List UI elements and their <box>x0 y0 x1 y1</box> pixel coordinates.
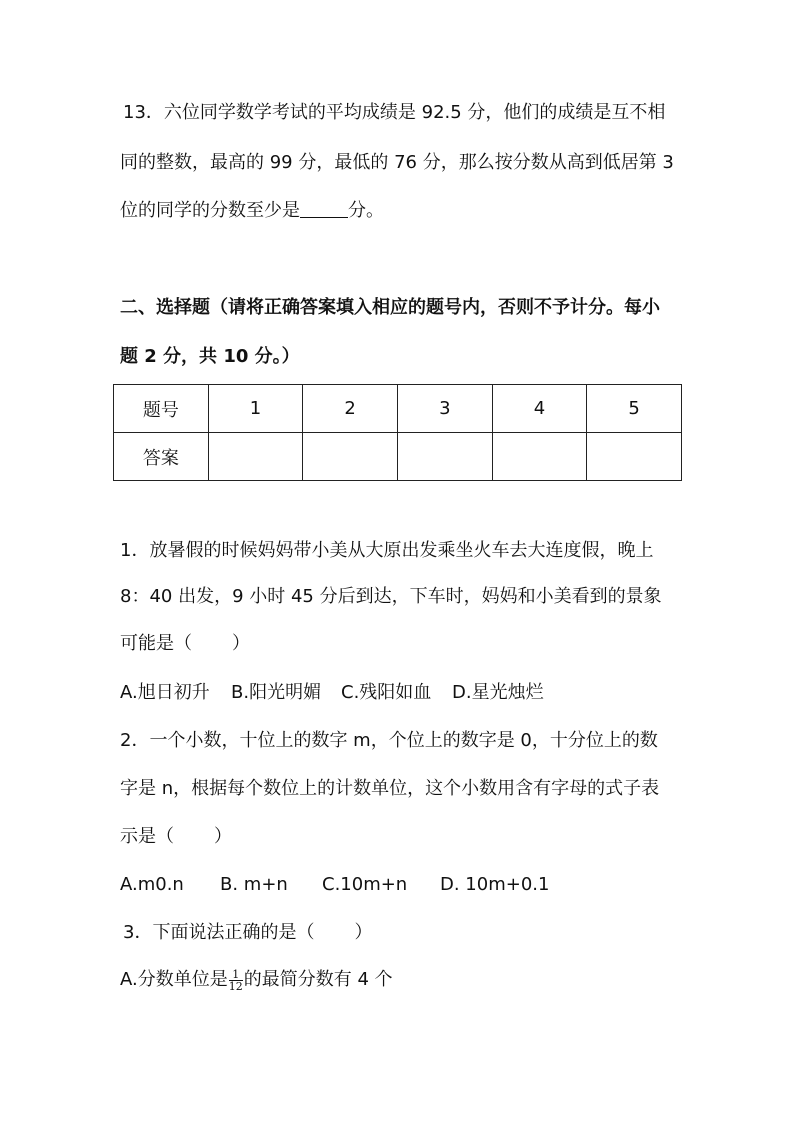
answer-blank <box>300 199 348 218</box>
q2-option-b[interactable]: B. m+n <box>220 874 288 895</box>
q2-option-a[interactable]: A.m0.n <box>120 874 184 895</box>
answer-table <box>113 384 682 481</box>
q3-option-a-text-end: 的最简分数有 4 个 <box>243 969 393 990</box>
q2-line-1: 2．一个小数，十位上的数字 m，个位上的数字是 0，十分位上的数 <box>120 730 658 751</box>
q13-line-3-text: 位的同学的分数至少是 <box>120 200 300 221</box>
q3-prompt: 3．下面说法正确的是（ <box>123 922 315 943</box>
q2-options <box>120 873 549 897</box>
question-number-cell: 1 <box>208 385 303 433</box>
question-number-cell: 2 <box>303 385 398 433</box>
question-number-cell: 5 <box>587 385 682 433</box>
q13-line-1: 13．六位同学数学考试的平均成绩是 92.5 分，他们的成绩是互不相 <box>123 102 666 123</box>
q3-option-a-text: A.分数单位是 <box>120 969 228 990</box>
fraction-numerator: 1 <box>229 969 243 981</box>
fraction-denominator: 12 <box>228 979 243 993</box>
q2-option-d[interactable]: D. 10m+0.1 <box>440 874 550 895</box>
section-heading-line-2: 题 2 分，共 10 分。） <box>120 346 300 367</box>
answer-cell[interactable] <box>492 433 587 481</box>
q13-line-3 <box>120 199 384 223</box>
row-header-number: 题号 <box>114 385 209 433</box>
row-header-answer: 答案 <box>114 433 209 481</box>
q13-line-2: 同的整数，最高的 99 分，最低的 76 分，那么按分数从高到低居第 3 <box>120 152 674 173</box>
answer-cell[interactable] <box>303 433 398 481</box>
section-heading-line-1: 二、选择题（请将正确答案填入相应的题号内，否则不予计分。每小 <box>120 297 660 318</box>
q3-paren-close: ） <box>354 922 373 943</box>
q2-prompt: 示是（ <box>120 826 174 847</box>
q1-options <box>120 681 544 705</box>
fraction <box>229 969 243 992</box>
answer-cell[interactable] <box>208 433 303 481</box>
q1-line-1: 1．放暑假的时候妈妈带小美从大原出发乘坐火车去大连度假，晚上 <box>120 540 654 561</box>
q2-line-2: 字是 n，根据每个数位上的计数单位，这个小数用含有字母的式子表 <box>120 778 660 799</box>
q1-option-b[interactable]: B.阳光明媚 <box>231 682 322 703</box>
q1-prompt: 可能是（ <box>120 633 192 654</box>
table-row-numbers <box>114 385 682 433</box>
q1-option-d[interactable]: D.星光烛烂 <box>452 682 544 703</box>
q2-option-c[interactable]: C.10m+n <box>322 874 408 895</box>
q2-paren-close: ） <box>214 826 232 847</box>
question-number-cell: 3 <box>397 385 492 433</box>
q1-line-2: 8：40 出发，9 小时 45 分后到达，下车时，妈妈和小美看到的景象 <box>120 586 662 607</box>
q1-option-c[interactable]: C.残阳如血 <box>341 682 432 703</box>
q3-line-1 <box>123 921 372 945</box>
q3-option-a[interactable] <box>120 968 393 992</box>
q1-option-a[interactable]: A.旭日初升 <box>120 682 210 703</box>
question-number-cell: 4 <box>492 385 587 433</box>
q13-line-3-end: 分。 <box>348 200 384 221</box>
q2-line-3 <box>120 825 232 849</box>
q1-paren-close: ） <box>232 633 250 654</box>
table-row-answers <box>114 433 682 481</box>
answer-cell[interactable] <box>397 433 492 481</box>
answer-cell[interactable] <box>587 433 682 481</box>
q1-line-3 <box>120 632 250 656</box>
